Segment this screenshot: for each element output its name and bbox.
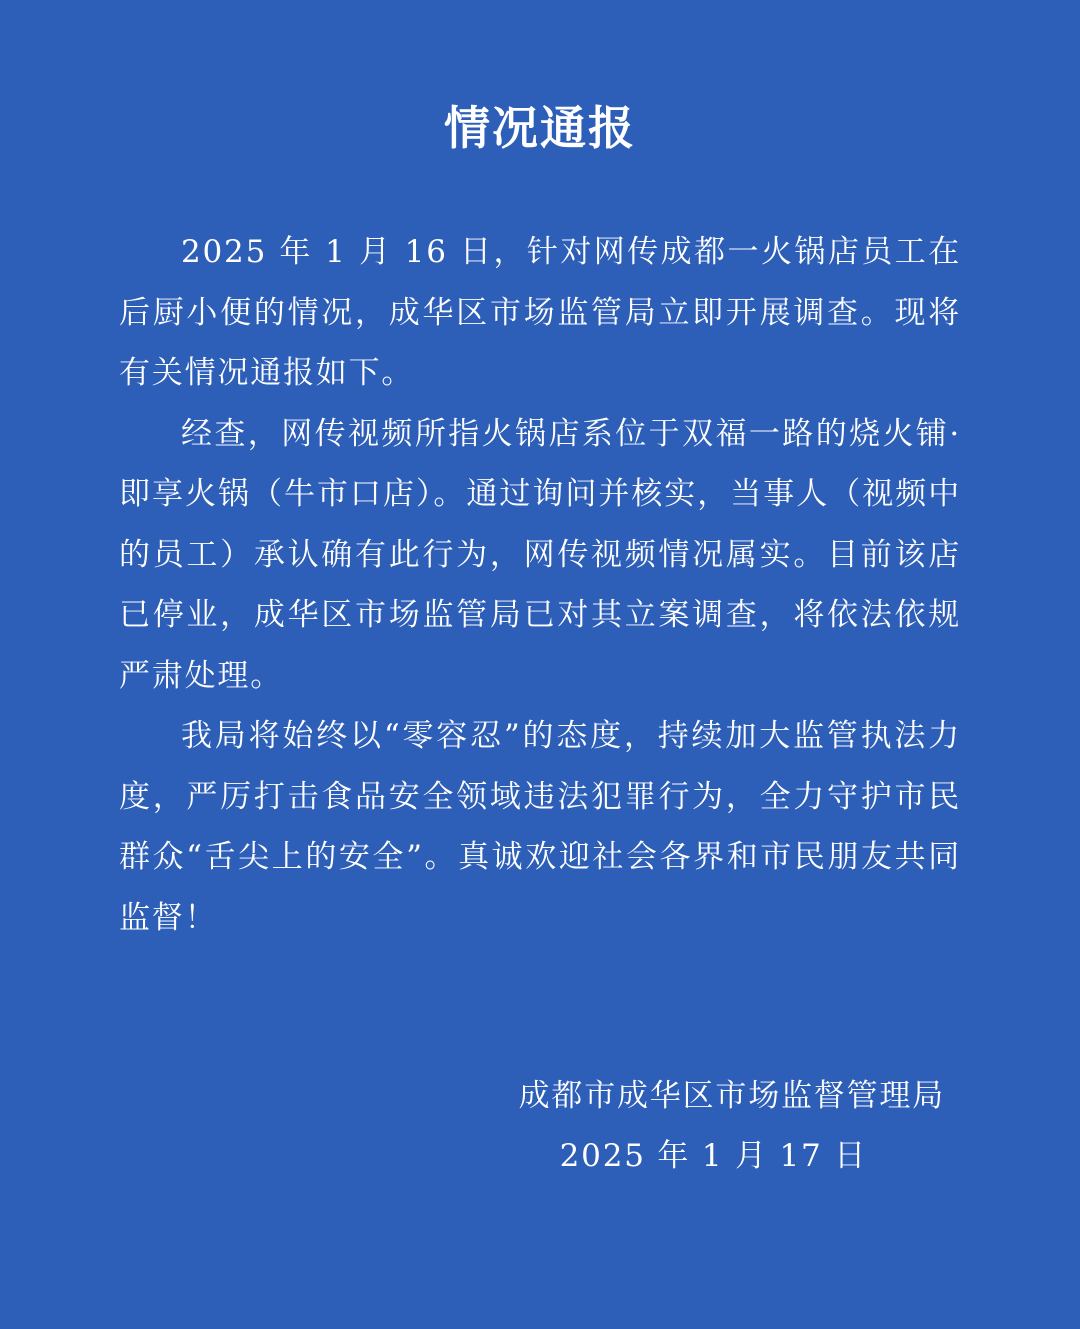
- page-title: 情况通报: [444, 101, 636, 155]
- issue-date: 2025 年 1 月 17 日: [559, 1138, 867, 1174]
- issuer-name: 成都市成华区市场监督管理局: [518, 1078, 945, 1114]
- paragraph-commitment: 我局将始终以“零容忍”的态度，持续加大监管执法力度，严厉打击食品安全领域违法犯罪行为，全力守护市民群众“舌尖上的安全”。真诚欢迎社会各界和市民朋友共同监督！: [119, 718, 961, 936]
- signature-block: [345, 1066, 945, 1186]
- paragraph-findings: 经查，网传视频所指火锅店系位于双福一路的烧火铺·即享火锅（牛市口店）。通过询问并核实，当事人（视频中的员工）承认确有此行为，网传视频情况属实。目前该店已停业，成华区市场监管局已对其立案调查，将依法依规严肃处理。: [119, 415, 961, 694]
- notice-body: [119, 222, 961, 948]
- paragraph-investigation: 2025 年 1 月 16 日，针对网传成都一火锅店员工在后厨小便的情况，成华区市场监管局立即开展调查。现将有关情况通报如下。: [119, 234, 961, 391]
